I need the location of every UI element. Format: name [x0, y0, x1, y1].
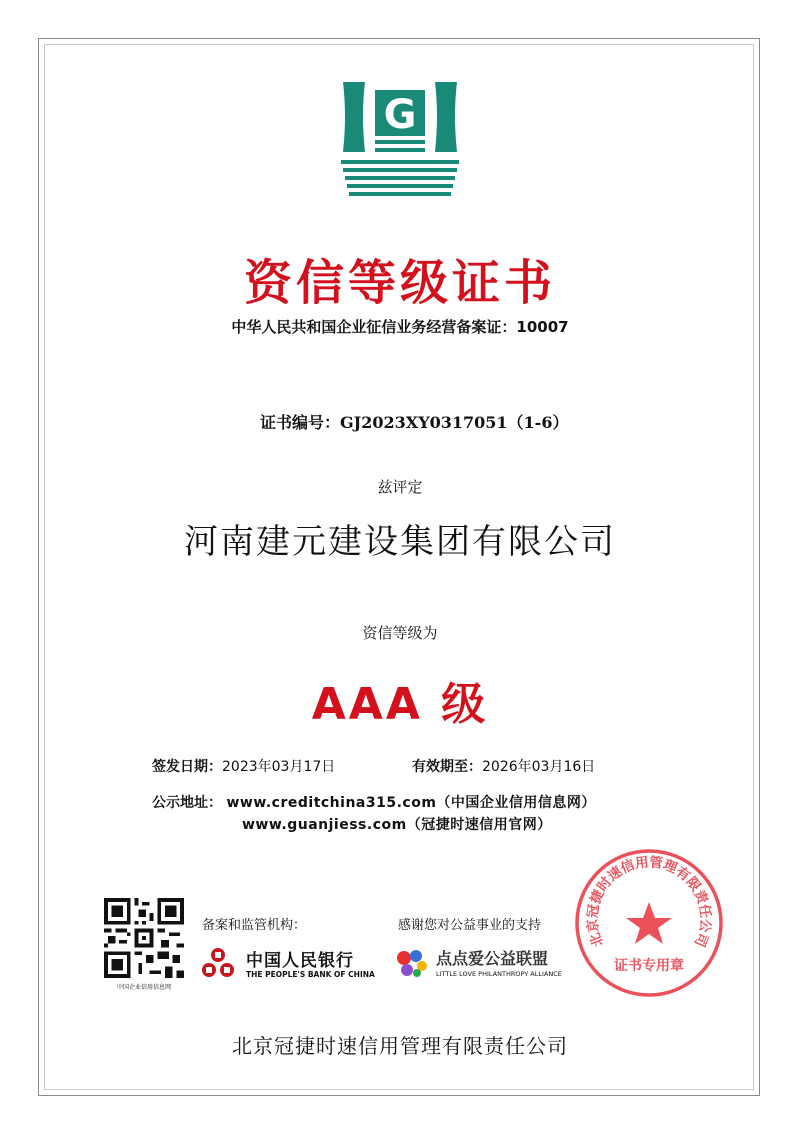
issuer-name: 北京冠捷时速信用管理有限责任公司	[232, 1034, 568, 1058]
registration-number: 中华人民共和国企业征信业务经营备案证：10007	[231, 318, 569, 336]
issue-date-label: 签发日期：	[152, 759, 222, 775]
valid-until	[412, 756, 595, 776]
company-name: 河南建元建设集团有限公司	[184, 522, 616, 562]
thanks-label: 感谢您对公益事业的支持	[398, 918, 542, 933]
pboc-name-en: THE PEOPLE'S BANK OF CHINA	[246, 970, 375, 979]
certificate-number-value: GJ2023XY0317051（1-6）	[340, 413, 569, 432]
rating-label: 资信等级为	[362, 624, 438, 642]
qr-code[interactable]	[104, 898, 184, 978]
pboc-logo-icon	[200, 946, 236, 980]
official-seal	[572, 846, 726, 1000]
issue-date-value: 2023年03月17日	[222, 759, 336, 775]
certificate-title: 资信等级证书	[243, 255, 556, 311]
public-url-creditchina[interactable]: www.creditchina315.com（中国企业信用信息网）	[226, 795, 596, 811]
public-address-label: 公示地址：	[152, 795, 222, 811]
pboc-name-cn: 中国人民银行	[246, 951, 354, 971]
seal-ring-text: 北京冠捷时速信用管理有限责任公司	[584, 854, 714, 949]
qr-caption: 中国企业信用信息网	[116, 984, 171, 991]
little-love-name-en: LITTLE LOVE PHILANTHROPY ALLIANCE	[436, 970, 562, 978]
certificate-number	[260, 410, 568, 433]
seal-center-text: 证书专用章	[614, 958, 684, 974]
little-love-name-cn: 点点爱公益联盟	[436, 949, 549, 968]
little-love-logo-icon	[392, 946, 432, 980]
certificate-logo	[335, 76, 465, 204]
valid-until-value: 2026年03月16日	[482, 759, 596, 775]
public-address	[152, 792, 596, 812]
logo-letter: G	[383, 92, 417, 138]
issue-date	[152, 756, 335, 776]
hereby-rated-label: 兹评定	[377, 478, 423, 496]
supervision-label: 备案和监管机构：	[202, 918, 307, 933]
valid-until-label: 有效期至：	[412, 759, 482, 775]
certificate-number-label: 证书编号：	[260, 413, 341, 432]
credit-rating: AAA 级	[311, 679, 489, 730]
public-url-guanjiess[interactable]: www.guanjiess.com（冠捷时速信用官网）	[242, 817, 552, 833]
